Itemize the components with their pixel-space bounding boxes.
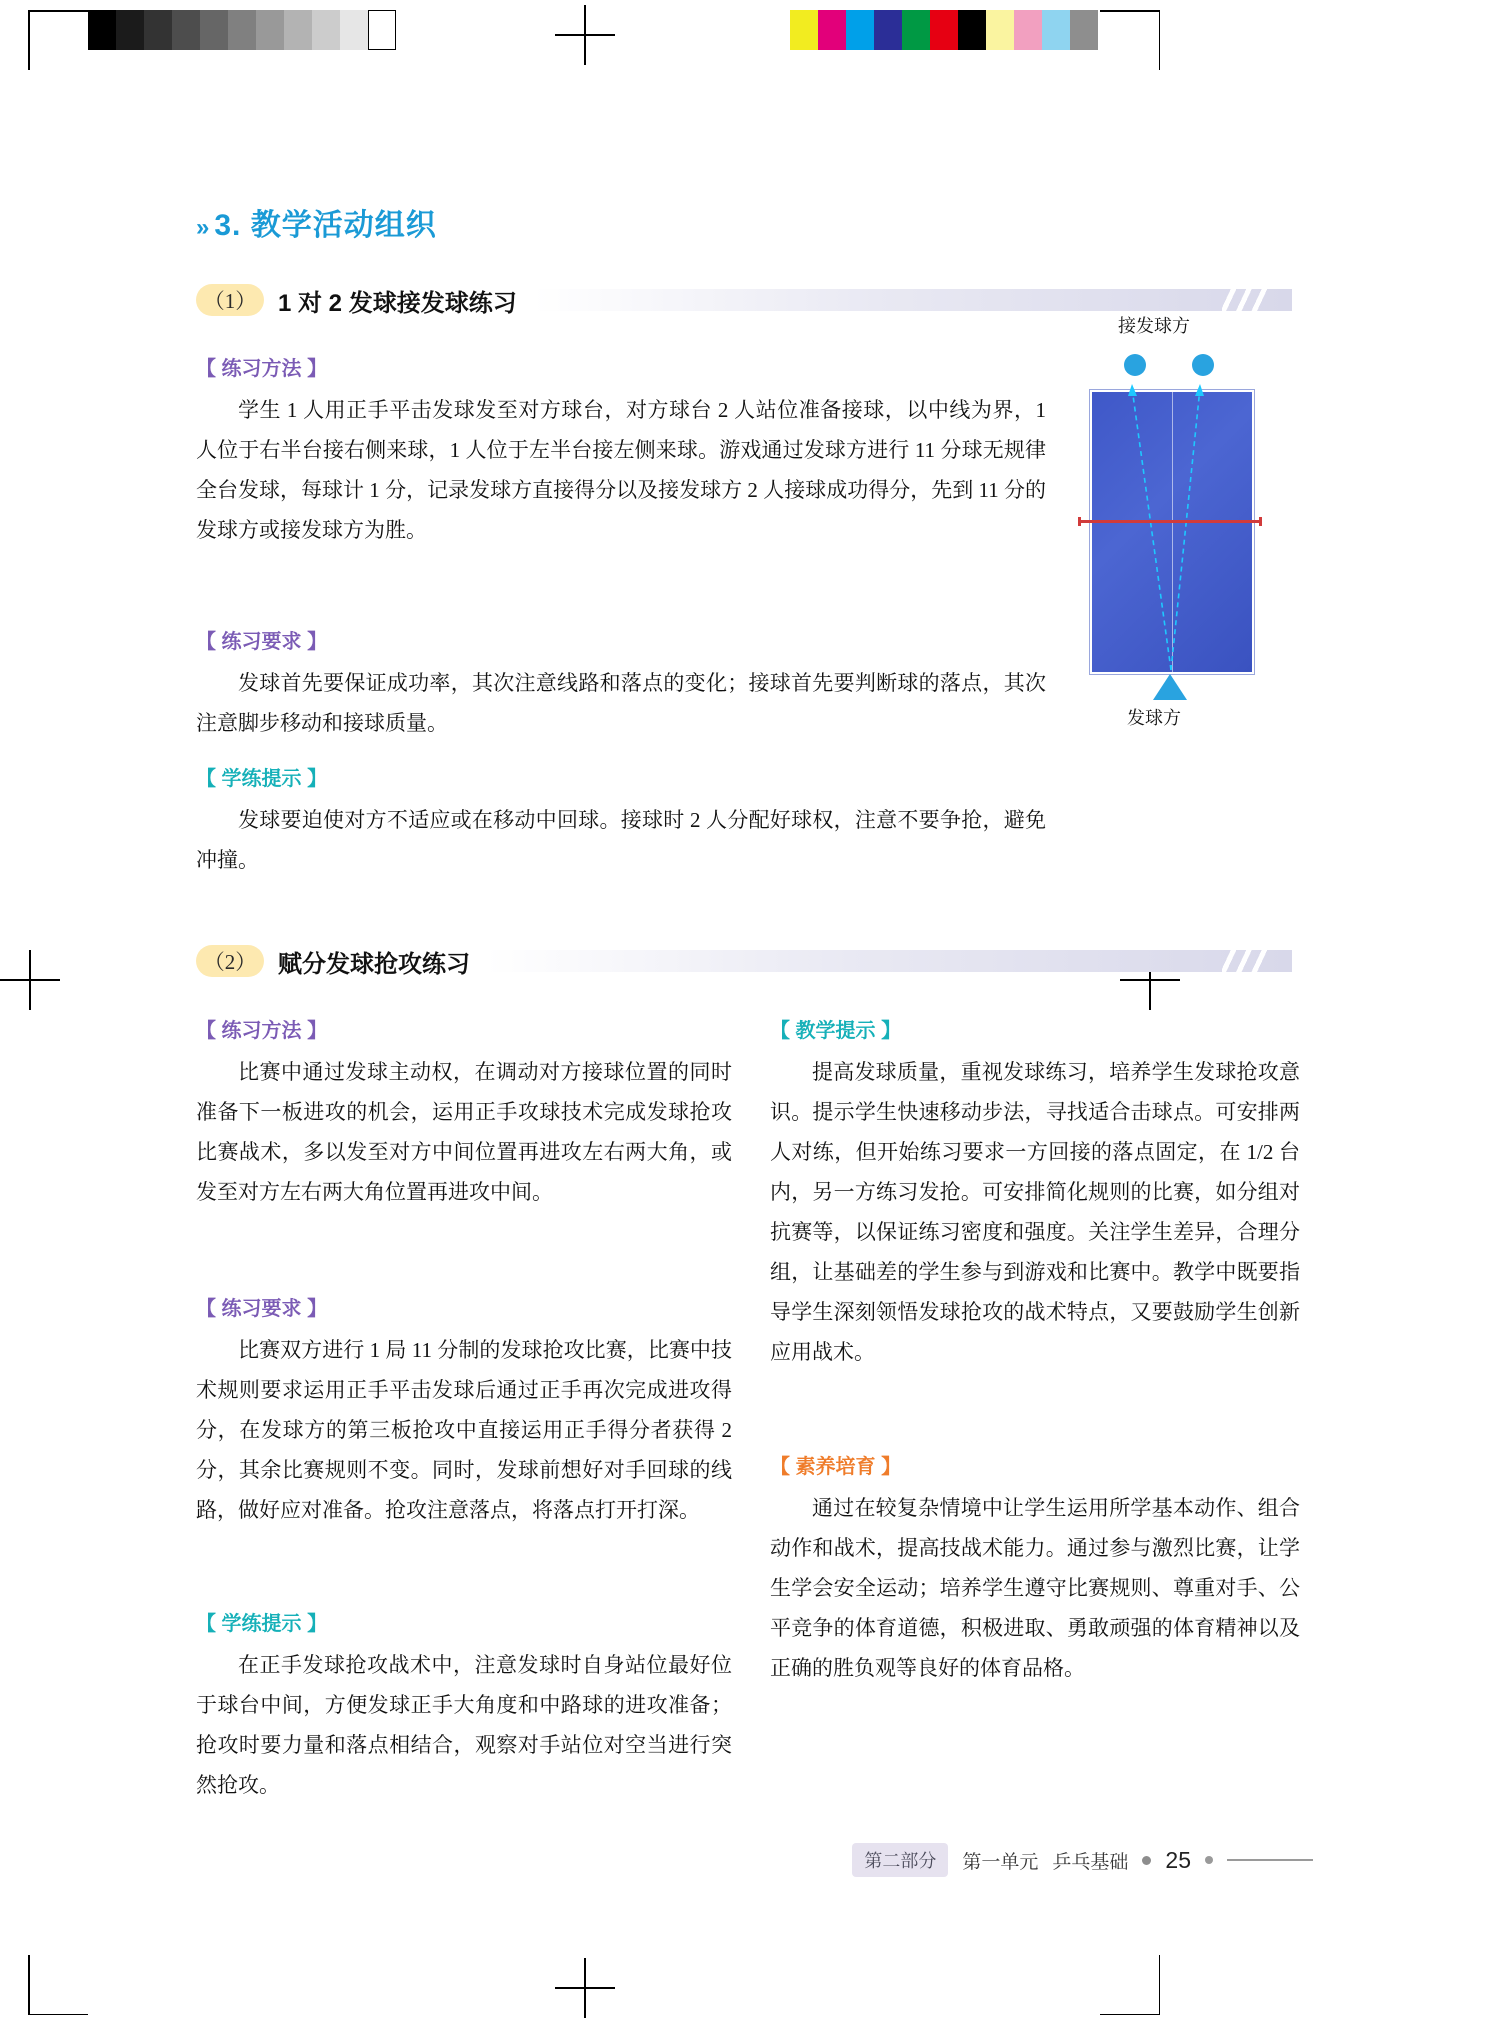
registration-mark-top (555, 5, 615, 65)
section-heading (196, 200, 437, 244)
activity-1-title: 1 对 2 发球接发球练习 (278, 289, 517, 317)
activity-2-literacy-text: 通过在较复杂情境中让学生运用所学基本动作、组合动作和战术，提高技战术能力。通过参与激烈比赛，让学生学会安全运动；培养学生遵守比赛规则、尊重对手、公平竞争的体育道德，积极进取、勇敢顽强的体育精神以及正确的胜负观等良好的体育品格。 (770, 1496, 1300, 1680)
activity-1-tip-text: 发球要迫使对方不适应或在移动中回球。接球时 2 人分配好球权，注意不要争抢，避免冲撞。 (196, 808, 1046, 872)
label-practice-requirement-2: 【 练习要求 】 (196, 1298, 328, 1320)
activity-2-method-text: 比赛中通过发球主动权，在调动对方接球位置的同时准备下一板进攻的机会，运用正手攻球技术完成发球抢攻比赛战术，多以发至对方中间位置再进攻左右两大角，或发至对方左右两大角位置再进攻中间。 (196, 1060, 732, 1204)
activity-1-badge: （1） (196, 284, 264, 316)
page-footer (852, 1843, 1313, 1877)
diagram-bottom-label: 发球方 (1127, 708, 1181, 728)
receiver-marker-left (1124, 354, 1146, 376)
activity-1-method-text: 学生 1 人用正手平击发球发至对方球台，对方球台 2 人站位准备接球，以中线为界，1 人位于右半台接右侧来球，1 人位于左半台接左侧来球。游戏通过发球方进行 11 分球无规律全台发球，每球计 1 分，记录发球方直接得分以及接发球方 2 人接球成功得分，先到 11 分的发球方或接发球方为胜。 (196, 398, 1046, 542)
footer-unit: 第一单元 (962, 1851, 1039, 1873)
registration-mark-left (0, 950, 60, 1010)
activity-2-header (196, 943, 1292, 979)
grayscale-calibration-strip (88, 10, 396, 50)
activity-2-title: 赋分发球抢攻练习 (278, 950, 470, 978)
footer-page-number: 25 (1165, 1846, 1191, 1873)
registration-mark-bottom (555, 1958, 615, 2018)
activity-2-tip-text: 在正手发球抢攻战术中，注意发球时自身站位最好位于球台中间，方便发球正手大角度和中路球的进攻准备；抢攻时要力量和落点相结合，观察对手站位对空当进行突然抢攻。 (196, 1653, 732, 1797)
label-learning-tip-1: 【 学练提示 】 (196, 768, 328, 790)
footer-chapter: 乒乓基础 (1052, 1851, 1129, 1873)
court-diagram (1070, 316, 1270, 728)
table-centerline (1172, 392, 1173, 672)
activity-2-decorative-bar (486, 950, 1292, 972)
table-net (1078, 520, 1262, 523)
activity-1-requirement-text: 发球首先要保证成功率，其次注意线路和落点的变化；接球首先要判断球的落点，其次注意脚步移动和接球质量。 (196, 671, 1046, 735)
label-literacy-cultivation: 【 素养培育 】 (770, 1456, 902, 1478)
footer-part: 第二部分 (852, 1843, 948, 1877)
footer-tail-dot-icon (1205, 1856, 1213, 1864)
receiver-marker-right (1192, 354, 1214, 376)
label-practice-requirement-1: 【 练习要求 】 (196, 631, 328, 653)
table-surface (1090, 390, 1254, 674)
footer-dot-icon (1142, 1856, 1151, 1865)
label-practice-method-2: 【 练习方法 】 (196, 1020, 328, 1042)
footer-rule (1227, 1859, 1313, 1861)
activity-2-requirement-text: 比赛双方进行 1 局 11 分制的发球抢攻比赛，比赛中技术规则要求运用正手平击发球后通过正手再次完成进攻得分，在发球方的第三板抢攻中直接运用正手得分者获得 2 分，其余比赛规则不变。同时，发球前想好对手回球的线路，做好应对准备。抢攻注意落点，将落点打开打深。 (196, 1338, 732, 1522)
activity-1-decorative-bar (533, 289, 1292, 311)
server-marker (1153, 674, 1187, 700)
activity-2-teaching-tip-text: 提高发球质量，重视发球练习，培养学生发球抢攻意识。提示学生快速移动步法，寻找适合击球点。可安排两人对练，但开始练习要求一方回接的落点固定，在 1/2 台内，另一方练习发抢。可安排简化规则的比赛，如分组对抗赛等，以保证练习密度和强度。关注学生差异，合理分组，让基础差的学生参与到游戏和比赛中。教学中既要指导学生深刻领悟发球抢攻的战术特点，又要鼓励学生创新应用战术。 (770, 1060, 1300, 1364)
label-learning-tip-2: 【 学练提示 】 (196, 1613, 328, 1635)
crop-mark-top-right (1100, 10, 1160, 70)
diagram-top-label: 接发球方 (1118, 316, 1190, 336)
section-heading-text: 3. 教学活动组织 (214, 209, 437, 242)
crop-mark-top-left (28, 10, 88, 70)
label-teaching-tip: 【 教学提示 】 (770, 1020, 902, 1042)
color-calibration-strip (790, 10, 1098, 50)
crop-mark-bottom-left (28, 1955, 88, 2015)
label-practice-method-1: 【 练习方法 】 (196, 358, 328, 380)
activity-2-badge: （2） (196, 945, 264, 977)
crop-mark-bottom-right (1100, 1955, 1160, 2015)
chevron-icon: » (196, 214, 211, 241)
